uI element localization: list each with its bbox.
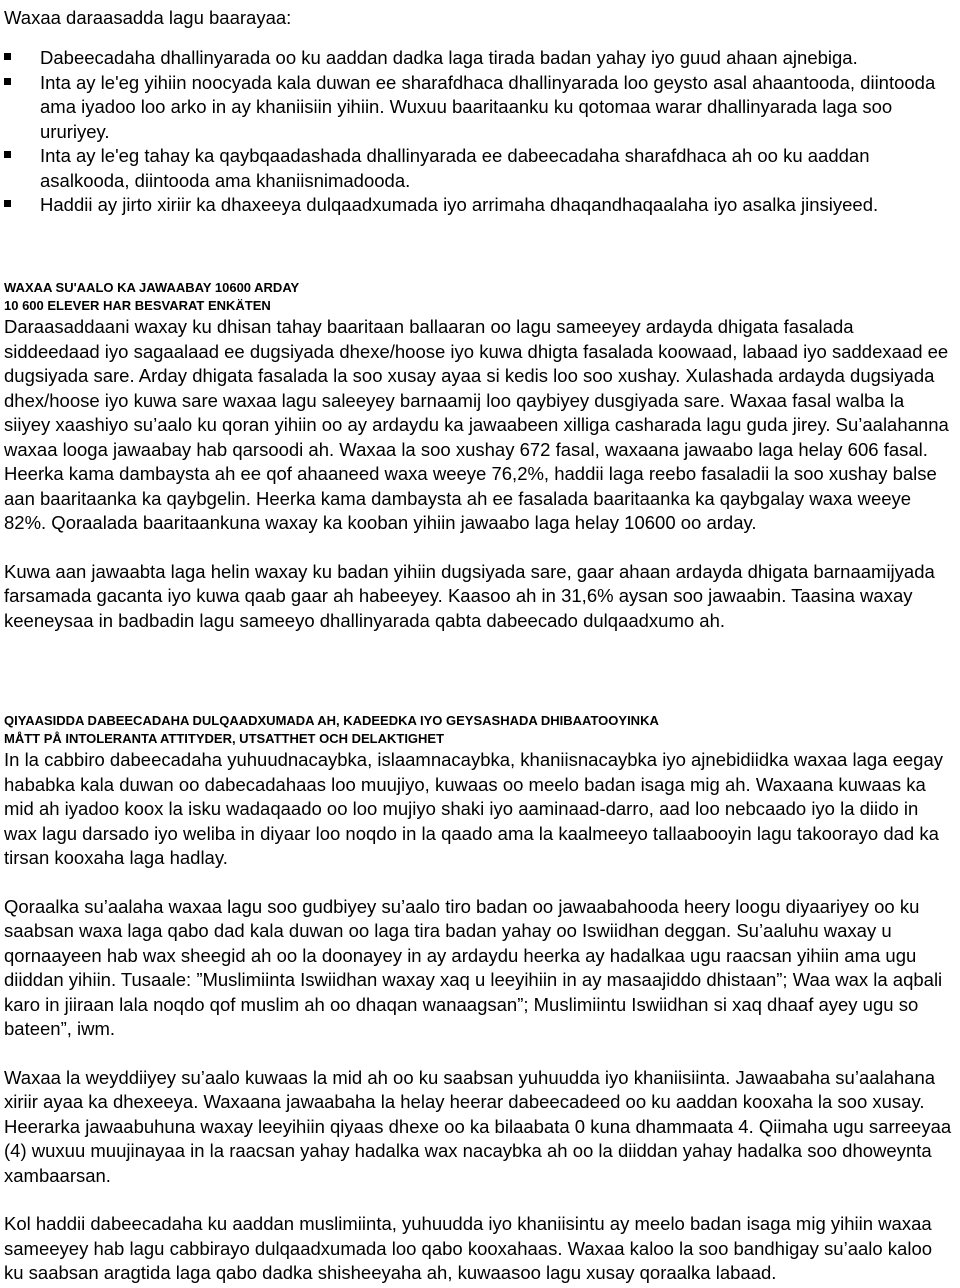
section2-heading-swedish: MÅTT PÅ INTOLERANTA ATTITYDER, UTSATTHET OCH DELAKTIGHET <box>4 731 445 746</box>
section2-heading <box>4 712 659 748</box>
bullet-text: Inta ay le'eg tahay ka qaybqaadashada dhallinyarada ee dabeecadaha sharafdhaca ah oo ku aaddan asalkooda, diintooda ama khaniisnimadooda. <box>40 145 870 191</box>
bullet-text: Dabeecadaha dhallinyarada oo ku aaddan dadka laga tirada badan yahay iyo guud ahaan ajnebiga. <box>40 47 858 68</box>
section2-paragraph-1: In la cabbiro dabeecadaha yuhuudnacaybka, islaamnacaybka, khaniisnacaybka iyo ajnebidiidka waxaa laga eegay hababka kala duwan oo dabecadahaas loo muujiyo, kuwaas oo meelo badan isaga mig ah. Waxaana kuwaas ka mid ah iyadoo koox la isku wadaqaado oo loo mujiyo shaki iyo aaminaad-darro, aad loo nebcaado iyo la diido in wax lagu darsado iyo weliba in diyaar loo noqdo in la qaado ama la kaalmeeyo tallaabooyin lagu takoorayo dad ka tirsan kooxaha laga hadlay. <box>4 749 944 868</box>
section1-heading <box>4 279 299 315</box>
section1-heading-swedish: 10 600 ELEVER HAR BESVARAT ENKÄTEN <box>4 298 271 313</box>
square-bullet-icon <box>4 151 11 158</box>
bullet-text: Haddii ay jirto xiriir ka dhaxeeya dulqaadxumada iyo arrimaha dhaqandhaqaalaha iyo asalka jinsiyeed. <box>40 194 879 215</box>
intro-text: Waxaa daraasadda lagu baarayaa: <box>4 7 292 28</box>
section2-heading-somali: QIYAASIDDA DABEECADAHA DULQAADXUMADA AH, KADEEDKA IYO GEYSASHADA DHIBAATOOYINKA <box>4 713 659 728</box>
section1-paragraph-2: Kuwa aan jawaabta laga helin waxay ku badan yihiin dugsiyada sare, gaar ahaan ardayda dhigata barnaamijyada farsamada gacanta iyo kuwa qaab gaar ah habeeyey. Kaasoo ah in 31,6% aysan soo jawaabin. Taasina waxay keeneysaa in badbadin lagu sameeyo dhallinyarada qabta dabeecado dulqaadxumo ah. <box>4 560 935 631</box>
section2-paragraph-4: Kol haddii dabeecadaha ku aaddan muslimiinta, yuhuudda iyo khaniisintu ay meelo badan isaga mig yihiin waxaa sameeyey hab lagu cabbirayo dulqaadxumada loo qabo kooxahaas. Waxaa kaloo la soo bandhigay su’aalo kaloo ku saabsan aragtida laga qabo dadka shisheeyaha ah, kuwaasoo lagu xusay qoraalka labaad. <box>4 1213 933 1283</box>
square-bullet-icon <box>4 200 11 207</box>
section2-paragraph-2: Qoraalka su’aalaha waxaa lagu soo gudbiyey su’aalo tiro badan oo jawaabahooda heery loogu diyaariyey oo ku saabsan waxa laga qabo dad kala duwan oo laga tira badan yahay oo Iswiidhan deggan. Su’aaluhu waxay u qornaayeen hab wax sheegid ah oo la doonayey in ay ardaydu heerka ay hadalkaa ugu raacsan yihiin ama ugu diiddan yihiin. Tusaale: ”Muslimiinta Iswiidhan waxay xaq u leeyihiin in ay masaajiddo dhistaan”; Waa wax la aqbali karo in jiiraan lala noqdo qof muslim ah oo dhaqan wanaagsan”; Muslimiintu Iswiidhan si xaq dhaaf ayey ugu so bateen”, iwm. <box>4 895 943 1039</box>
bullet-item <box>4 193 952 218</box>
section2-body <box>4 748 952 1286</box>
square-bullet-icon <box>4 53 11 60</box>
bullet-text: Inta ay le'eg yihiin noocyada kala duwan ee sharafdhaca dhallinyarada loo geysto asal ahaantooda, diintooda ama iyadoo loo arko in ay khaniisiin yihiin. Wuxuu baaritaanku ku qotomaa warar dhallinyarada laga soo ururiyey. <box>40 71 936 142</box>
bullet-item <box>4 46 952 71</box>
section1-paragraph-1: Daraasaddaani waxay ku dhisan tahay baaritaan ballaaran oo lagu sameeyey ardayda dhigata fasalada siddeedaad iyo sagaalaad ee dugsiyada dhexe/hoose iyo kuwa dhigta fasalada koowaad, labaad iyo saddexaad ee dugsiyada sare. Arday dhigata fasalada la soo xusay ayaa si kedis loo soo xushay. Xulashada ardayda dugsiyada dhex/hoose iyo kuwa sare waxaa lagu saleeyey barnaamij loo qaybiyey dusgiyada sare. Waxaa fasal walba la siiyey xaashiyo su’aalo ku qoran yihiin oo ay ardaydu ka jawaabeen xilliga casharada lagu guda jirey. Su’aalahanna waxaa looga jawaabay hab qarsoodi ah. Waxaa la soo xushay 672 fasal, waxaana jawaabo laga helay 606 fasal. Heerka kama dambaysta ah ee qof ahaaneed waxa weeye 76,2%, haddii laga reebo fasaladii la soo xushay balse aan baaritaanka ka qaybgelin. Heerka kama dambaysta ah ee fasalada baaritaanka ka qaybgalay waxa weeye 82%. Qoraalada baaritaankuna waxay ka kooban yihiin jawaabo laga helay 10600 oo arday. <box>4 316 949 533</box>
square-bullet-icon <box>4 78 11 85</box>
section1-heading-somali: WAXAA SU'AALO KA JAWAABAY 10600 ARDAY <box>4 280 300 295</box>
section1-body <box>4 315 952 633</box>
section2-paragraph-3: Waxaa la weyddiiyey su’aalo kuwaas la mid ah oo ku saabsan yuhuudda iyo khaniisiinta. Jawaabaha su’aalahana xiriir ayaa ka dhexeeya. Waxaana jawaabaha la helay heerar dabeecadeed oo ku aaddan kooxaha la soo xusay. Heerarka jawaabuhuna waxay leeyihiin qiyaas dhexe oo ka bilaabata 0 kuna dhammaata 4. Qiimaha ugu sarreeyaa (4) wuxuu muujinayaa in la raacsan yahay hadalka wax nacaybka ah oo la diiddan yahay hadalka soo dhoweynta xambaarsan. <box>4 1066 952 1186</box>
bullet-item <box>4 71 952 145</box>
bullet-item <box>4 144 952 193</box>
bullet-list <box>4 46 952 218</box>
